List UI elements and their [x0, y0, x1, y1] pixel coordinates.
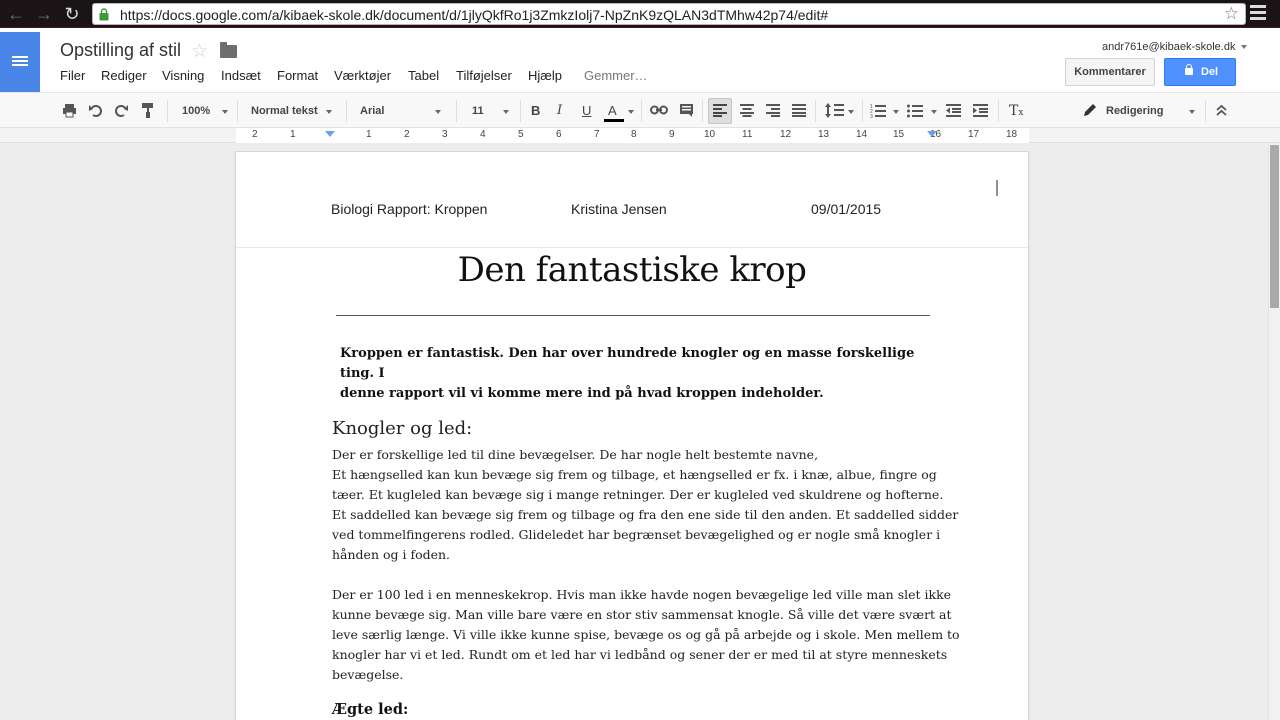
ruler-number: 12: [780, 129, 792, 140]
ruler-number: 6: [556, 129, 562, 140]
left-indent-marker[interactable]: [325, 131, 335, 137]
chevron-down-icon[interactable]: [326, 110, 332, 114]
align-right-icon[interactable]: [766, 104, 780, 117]
chevron-down-icon[interactable]: [1189, 110, 1195, 114]
underline-icon[interactable]: U: [582, 103, 592, 118]
chevron-down-icon[interactable]: [628, 110, 634, 114]
header-divider: [236, 247, 1028, 248]
intro-line: Kroppen er fantastisk. Den har over hundrede knogler og en masse forskellige ting. I: [340, 346, 915, 381]
folder-icon[interactable]: [220, 45, 237, 58]
paragraph-line: Der er 100 led i en menneskekrop. Hvis man ikke havde nogen bevægelige led ville man slet ikke: [332, 587, 952, 602]
paragraph-line: kunne bevæge sig. Man ville bare være en stor stiv sammensat knogle. Så ville det være svært at: [332, 607, 952, 622]
ruler-number: 9: [669, 129, 675, 140]
ruler-number: 18: [1006, 129, 1018, 140]
paragraph-line: Et saddelled kan bevæge sig frem og tilbage og fra den ene side til den anden. Et saddelled sidder: [332, 507, 959, 522]
header-author[interactable]: Kristina Jensen: [571, 201, 667, 217]
chevron-down-icon[interactable]: [848, 110, 854, 114]
paragraph-line: bevægelse.: [332, 667, 404, 682]
menu-item-visning[interactable]: Visning: [162, 68, 205, 83]
toolbar-separator: [641, 100, 642, 122]
paragraph-line: leve særlig længe. Vi ville ikke kunne spise, bevæge os og gå på arbejde og i skole. Men mellem to: [332, 627, 960, 642]
ruler-number: 8: [631, 129, 637, 140]
ruler-number: 14: [856, 129, 868, 140]
paragraph-joints[interactable]: [332, 445, 959, 565]
chevron-down-icon[interactable]: [503, 110, 509, 114]
chevron-down-icon[interactable]: [931, 110, 937, 114]
increase-indent-icon[interactable]: [973, 104, 988, 117]
font-size-select[interactable]: 11: [472, 105, 484, 117]
header-date[interactable]: 09/01/2015: [811, 201, 882, 217]
redo-icon[interactable]: [114, 103, 129, 118]
ruler-number: 16: [930, 129, 942, 140]
zoom-select[interactable]: 100%: [182, 105, 211, 117]
intro-line: denne rapport vil vi komme mere ind på hvad kroppen indeholder.: [340, 386, 824, 401]
ruler-number: 7: [594, 129, 600, 140]
menu-item-rediger[interactable]: Rediger: [101, 68, 147, 83]
browser-menu-icon[interactable]: [1250, 5, 1266, 23]
svg-text:1: 1: [870, 104, 873, 110]
account-caret-icon[interactable]: [1241, 45, 1247, 49]
back-arrow-icon[interactable]: ←: [7, 4, 25, 24]
document-heading[interactable]: Den fantastiske krop: [457, 250, 807, 290]
menu-item-filer[interactable]: Filer: [60, 68, 86, 83]
collapse-icon[interactable]: [1216, 105, 1227, 116]
align-center-icon[interactable]: [740, 104, 754, 117]
bold-icon[interactable]: B: [531, 103, 541, 118]
bulleted-list-icon[interactable]: [907, 103, 923, 118]
link-icon[interactable]: [650, 105, 668, 115]
toolbar-separator: [346, 100, 347, 122]
menu-item-hjaelp[interactable]: Hjælp: [528, 68, 562, 83]
toolbar-separator: [520, 100, 521, 122]
toolbar-separator: [1205, 100, 1206, 122]
right-indent-marker[interactable]: [927, 131, 937, 137]
chevron-down-icon[interactable]: [893, 110, 899, 114]
toolbar-separator: [815, 100, 816, 122]
share-button-label: Del: [1201, 66, 1219, 78]
user-email[interactable]: andr761e@kibaek-skole.dk: [1102, 41, 1236, 53]
align-left-icon[interactable]: [713, 104, 727, 117]
paint-format-icon[interactable]: [141, 102, 155, 119]
text-color-swatch: [604, 119, 624, 122]
heading-underline: [336, 315, 930, 316]
paragraph-line: hånden og i foden.: [332, 547, 451, 562]
italic-icon[interactable]: I: [557, 103, 563, 118]
ruler-number: 15: [893, 129, 905, 140]
pencil-icon: [1082, 103, 1097, 118]
forward-arrow-icon[interactable]: →: [35, 4, 53, 24]
undo-icon[interactable]: [88, 103, 103, 118]
section-heading-knogler[interactable]: Knogler og led:: [332, 418, 473, 439]
paragraph-line: Der er forskellige led til dine bevægelser. De har nogle helt bestemte navne,: [332, 447, 819, 462]
paragraph-style-select[interactable]: Normal tekst: [251, 105, 318, 117]
paragraph-line: knogler har vi et led. Rundt om et led har vi ledbånd og sener der er med til at styre menneskets: [332, 647, 948, 662]
menu-item-tabel[interactable]: Tabel: [408, 68, 440, 83]
url-text: https://docs.google.com/a/kibaek-skole.dk/document/d/1jlyQkfRo1j3ZmkzIolj7-NpZnK9zQLAN3dTMhw42p74/edit#: [120, 7, 829, 23]
toolbar-separator: [167, 100, 168, 122]
ruler-number: 2: [252, 129, 258, 140]
menu-item-indsaet[interactable]: Indsæt: [221, 68, 261, 83]
svg-text:3: 3: [870, 114, 873, 118]
ruler-number: 17: [968, 129, 980, 140]
svg-text:2: 2: [870, 109, 873, 115]
star-icon[interactable]: ☆: [191, 41, 209, 62]
justify-icon[interactable]: [792, 104, 806, 117]
text-cursor-icon: [996, 180, 998, 196]
comment-icon[interactable]: [679, 103, 694, 118]
header-subject[interactable]: Biologi Rapport: Kroppen: [331, 201, 488, 217]
comments-button[interactable]: Kommentarer: [1065, 58, 1155, 86]
menu-item-format[interactable]: Format: [277, 68, 319, 83]
decrease-indent-icon[interactable]: [946, 104, 961, 117]
paragraph-line: ved tommelfingerens rodled. Glideledet har begrænset bevægelighed og er nogle små knogler i: [332, 527, 941, 542]
toolbar-separator: [702, 100, 703, 122]
text-color-icon[interactable]: A: [608, 103, 617, 118]
toolbar-separator: [862, 100, 863, 122]
print-icon[interactable]: [62, 103, 77, 118]
scrollbar-thumb[interactable]: [1270, 145, 1279, 308]
share-button[interactable]: [1164, 58, 1236, 86]
secure-lock-icon: [99, 8, 109, 21]
editing-mode-select[interactable]: Redigering: [1106, 105, 1164, 117]
reload-icon[interactable]: ↻: [64, 4, 80, 24]
ruler-number: 10: [704, 129, 716, 140]
ruler-number: 5: [518, 129, 524, 140]
browser-toolbar: [0, 0, 1280, 28]
font-select[interactable]: Arial: [360, 105, 385, 117]
section-heading-aegte-led[interactable]: Ægte led:: [332, 701, 409, 718]
ruler-number: 11: [742, 129, 753, 140]
ruler-number: 1: [290, 129, 296, 140]
document-page[interactable]: [235, 151, 1029, 720]
address-bar[interactable]: [92, 3, 1246, 25]
clear-formatting-icon[interactable]: Tx: [1009, 103, 1024, 119]
ruler-number: 3: [442, 129, 448, 140]
paragraph-line: tæer. Et kugleled kan bevæge sig i mange retninger. Der er kugleled ved skuldrene og hofterne.: [332, 487, 944, 502]
chevron-down-icon[interactable]: [435, 110, 441, 114]
ruler-number: 4: [480, 129, 486, 140]
intro-paragraph[interactable]: [340, 344, 930, 404]
docs-logo-icon[interactable]: [0, 32, 40, 92]
toolbar-separator: [237, 100, 238, 122]
ruler-number: 13: [818, 129, 830, 140]
line-spacing-icon[interactable]: [824, 102, 844, 119]
menu-item-tilfoejelser[interactable]: Tilføjelser: [456, 68, 512, 83]
ruler[interactable]: [0, 128, 1280, 143]
ruler-number: 1: [366, 129, 372, 140]
save-status: Gemmer…: [584, 68, 648, 83]
formatting-toolbar: [0, 92, 1280, 128]
toolbar-separator: [456, 100, 457, 122]
paragraph-line: Et hængselled kan kun bevæge sig frem og tilbage, et hængselled er fx. i knæ, albue, fingre og: [332, 467, 937, 482]
numbered-list-icon[interactable]: [870, 103, 886, 118]
lock-icon: [1185, 68, 1193, 75]
toolbar-separator: [998, 100, 999, 122]
ruler-number: 2: [404, 129, 410, 140]
paragraph-joint-count[interactable]: [332, 585, 960, 685]
document-title[interactable]: Opstilling af stil: [60, 40, 182, 60]
menu-item-vaerktoejer[interactable]: Værktøjer: [334, 68, 392, 83]
bookmark-star-icon[interactable]: ☆: [1223, 4, 1239, 23]
chevron-down-icon[interactable]: [222, 110, 228, 114]
